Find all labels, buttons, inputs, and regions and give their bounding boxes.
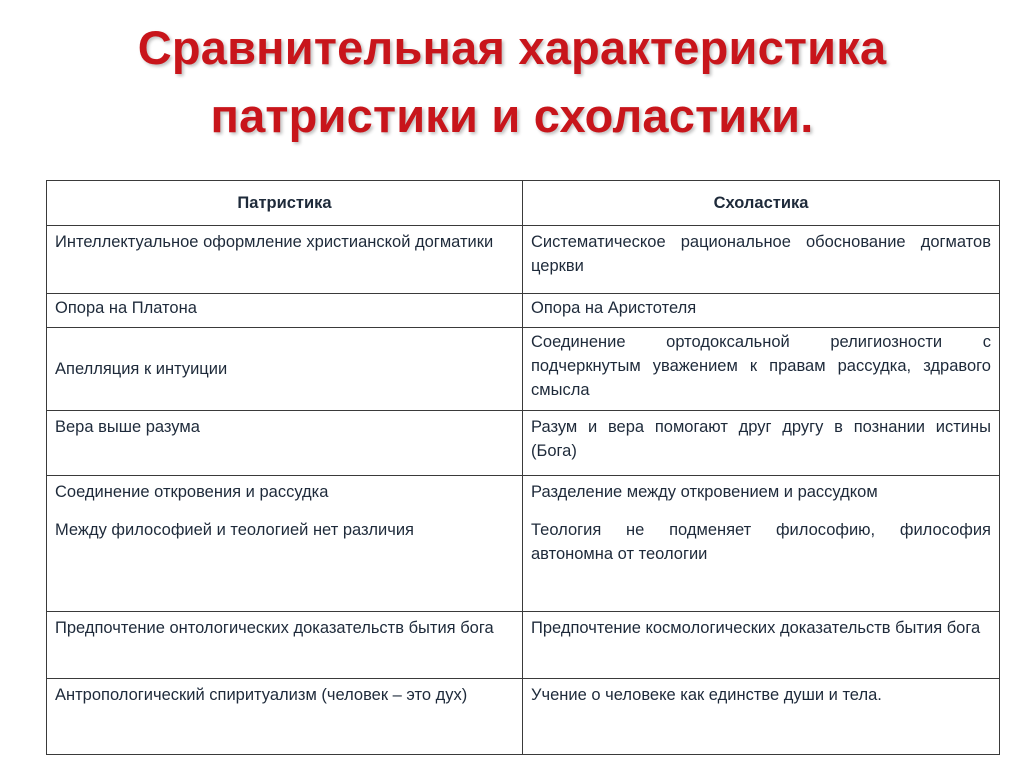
cell-scholasticism-paragraph-1: Разделение между откровением и рассудком [531, 483, 878, 501]
table-row [47, 294, 1000, 328]
table-row [47, 679, 1000, 755]
table-header-row [47, 181, 1000, 226]
table-row [47, 328, 1000, 411]
cell-patristics [47, 476, 523, 612]
cell-patristics: Предпочтение онтологических доказательств бытия бога [47, 612, 523, 679]
header-patristics: Патристика [47, 181, 523, 226]
slide-title [0, 14, 1024, 150]
cell-patristics: Антропологический спиритуализм (человек – это дух) [47, 679, 523, 755]
table-row [47, 411, 1000, 476]
cell-scholasticism: Опора на Аристотеля [523, 294, 1000, 328]
cell-patristics: Опора на Платона [47, 294, 523, 328]
table-row [47, 612, 1000, 679]
cell-scholasticism-paragraph-2: Теология не подменяет философию, философия автономна от теологии [531, 521, 991, 563]
cell-scholasticism: Учение о человеке как единстве души и тела. [523, 679, 1000, 755]
table-row [47, 476, 1000, 612]
cell-patristics: Вера выше разума [47, 411, 523, 476]
slide-title-line-2: патристики и схоластики. [210, 89, 814, 142]
cell-scholasticism: Систематическое рациональное обоснование догматов церкви [523, 226, 1000, 294]
cell-scholasticism: Соединение ортодоксальной религиозности с подчеркнутым уважением к правам рассудка, здравого смысла [523, 328, 1000, 411]
header-scholasticism: Схоластика [523, 181, 1000, 226]
cell-scholasticism: Предпочтение космологических доказательств бытия бога [523, 612, 1000, 679]
cell-scholasticism: Разум и вера помогают друг другу в познании истины (Бога) [523, 411, 1000, 476]
cell-patristics-paragraph-2: Между философией и теологией нет различия [55, 521, 414, 539]
comparison-table [46, 180, 1000, 755]
cell-patristics: Апелляция к интуиции [47, 328, 523, 411]
cell-patristics: Интеллектуальное оформление христианской догматики [47, 226, 523, 294]
table-row [47, 226, 1000, 294]
cell-patristics-paragraph-1: Соединение откровения и рассудка [55, 483, 329, 501]
cell-scholasticism [523, 476, 1000, 612]
slide-title-line-1: Сравнительная характеристика [137, 21, 887, 74]
